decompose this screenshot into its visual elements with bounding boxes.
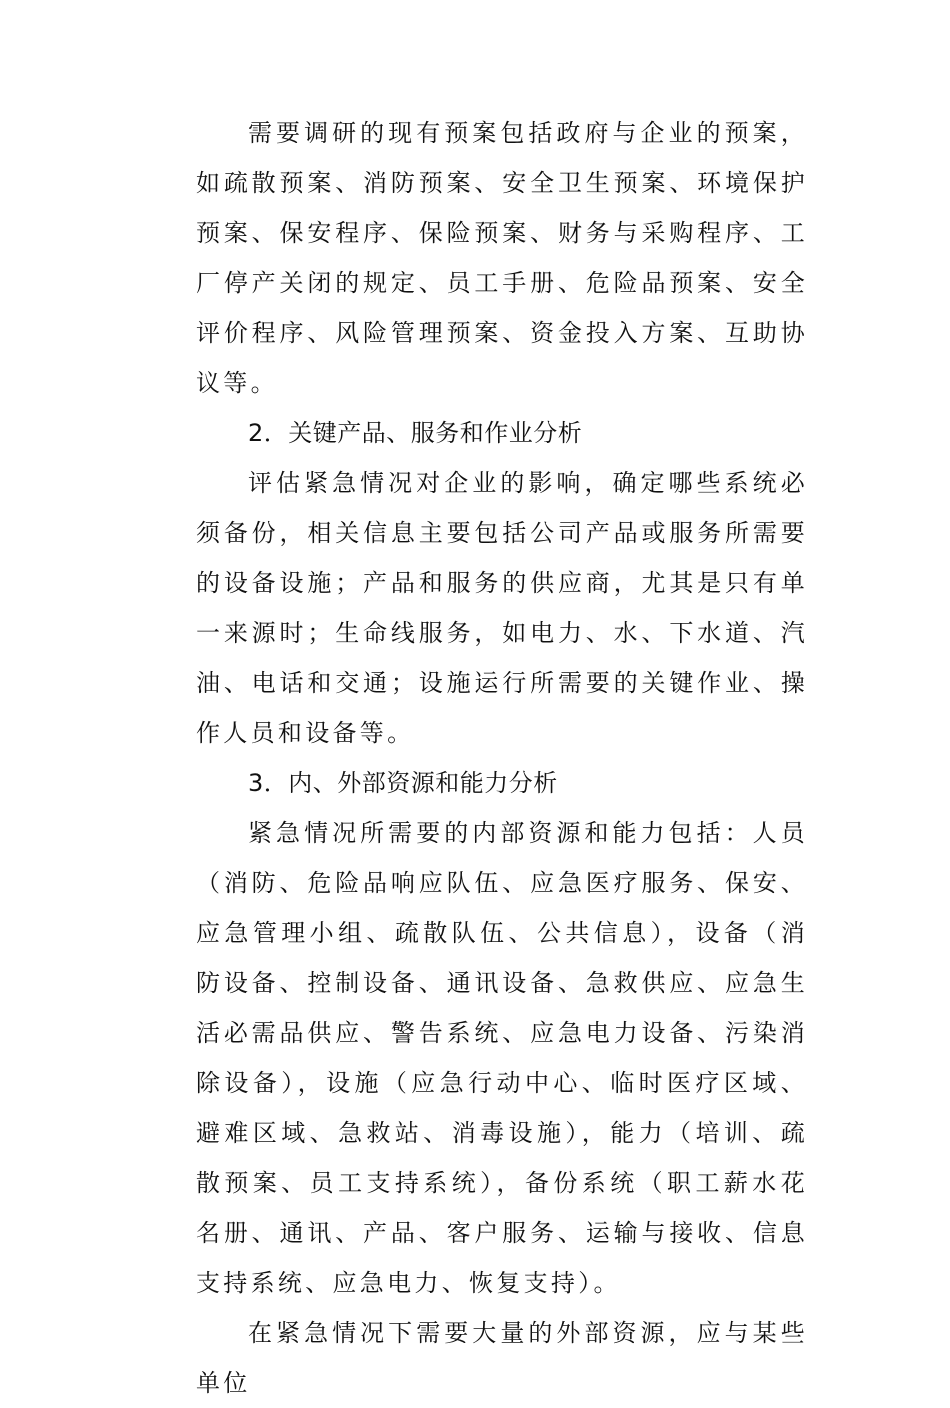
paragraph-internal-resources: 紧急情况所需要的内部资源和能力包括：人员（消防、危险品响应队伍、应急医疗服务、保安、应急管理小组、疏散队伍、公共信息），设备（消防设备、控制设备、通讯设备、急救供应、应急生活必需品供应、警告系统、应急电力设备、污染消除设备），设施（应急行动中心、临时医疗区域、避难区域、急救站、消毒设施），能力（培训、疏散预案、员工支持系统），备份系统（职工薪水花名册、通讯、产品、客户服务、运输与接收、信息支持系统、应急电力、恢复支持）。 [196, 819, 808, 1297]
paragraph-key-products: 评估紧急情况对企业的影响，确定哪些系统必须备份，相关信息主要包括公司产品或服务所需要的设备设施；产品和服务的供应商，尤其是只有单一来源时；生命线服务，如电力、水、下水道、汽油、电话和交通；设施运行所需要的关键作业、操作人员和设备等。 [196, 469, 808, 747]
section-heading-2: 2．关键产品、服务和作业分析 [248, 419, 583, 447]
section-heading-3: 3．内、外部资源和能力分析 [248, 769, 558, 797]
document-body [196, 108, 808, 1408]
paragraph-external-resources: 在紧急情况下需要大量的外部资源，应与某些单位 [196, 1319, 808, 1397]
paragraph-existing-plans: 需要调研的现有预案包括政府与企业的预案，如疏散预案、消防预案、安全卫生预案、环境保护预案、保安程序、保险预案、财务与采购程序、工厂停产关闭的规定、员工手册、危险品预案、安全评价程序、风险管理预案、资金投入方案、互助协议等。 [196, 119, 808, 397]
